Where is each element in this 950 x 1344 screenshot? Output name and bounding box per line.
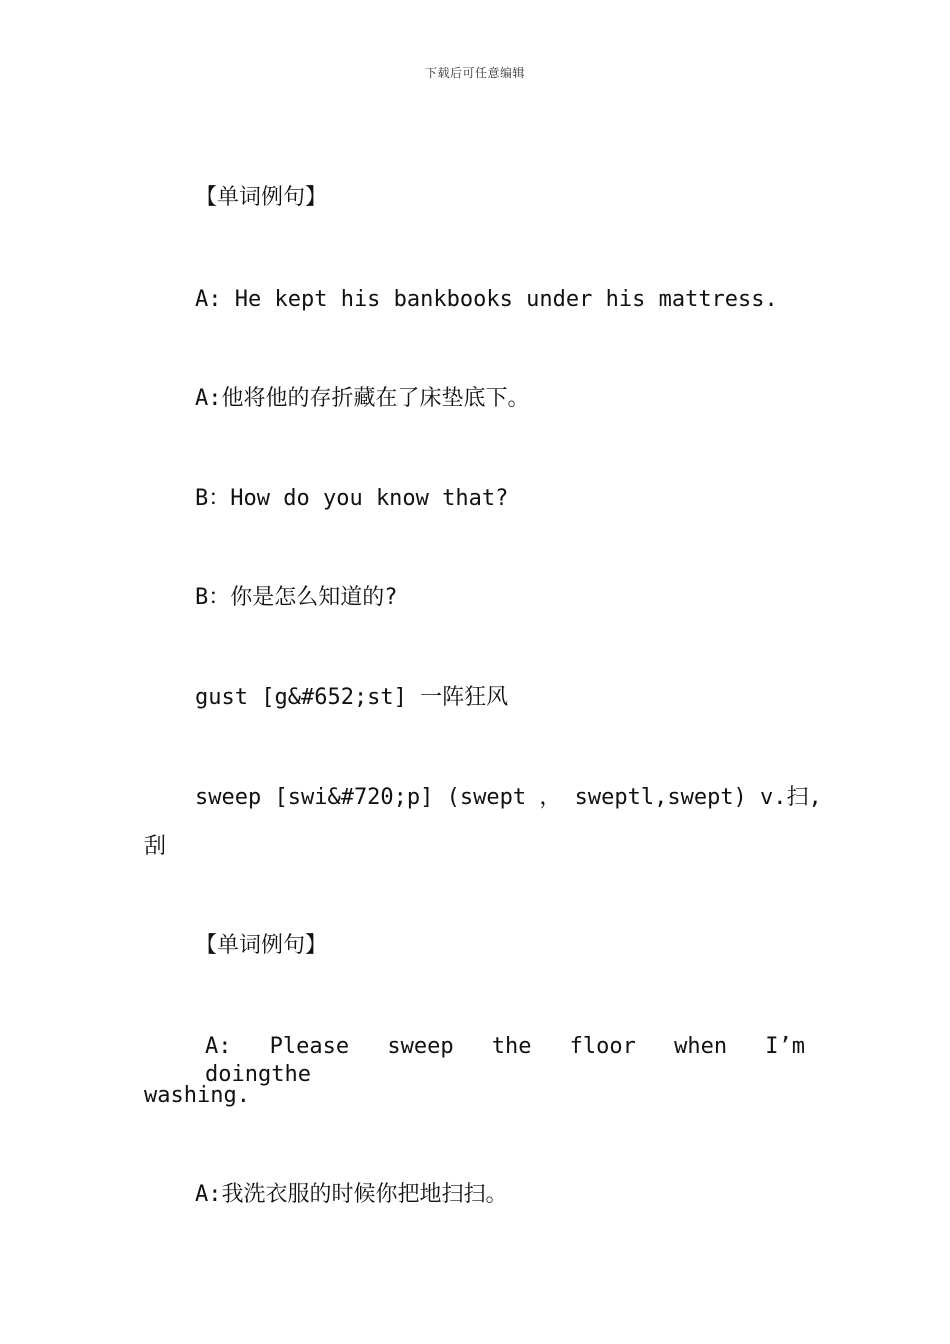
example-sentence-english: B：How do you know that?	[195, 486, 509, 511]
section-heading: 【单词例句】	[195, 933, 328, 958]
section-heading: 【单词例句】	[195, 185, 328, 210]
example-sentence-english: A: He kept his bankbooks under his mattress.	[195, 287, 778, 312]
example-sentence-continuation: washing.	[144, 1083, 250, 1108]
example-sentence-english: A: Please sweep the floor when I’m doingthe	[205, 1034, 805, 1087]
page-header: 下载后可任意编辑	[424, 66, 525, 80]
vocabulary-entry-continuation: 刮	[144, 834, 167, 859]
example-sentence-chinese: B：你是怎么知道的?	[195, 585, 398, 610]
example-sentence-chinese: A:他将他的存折藏在了床垫底下。	[195, 386, 530, 411]
vocabulary-entry: gust [g&#652;st] 一阵狂风	[195, 685, 509, 710]
vocabulary-entry: sweep [swi&#720;p] (swept ， sweptl,swept) v.扫,	[195, 785, 822, 810]
example-sentence-chinese: A:我洗衣服的时候你把地扫扫。	[195, 1182, 508, 1207]
